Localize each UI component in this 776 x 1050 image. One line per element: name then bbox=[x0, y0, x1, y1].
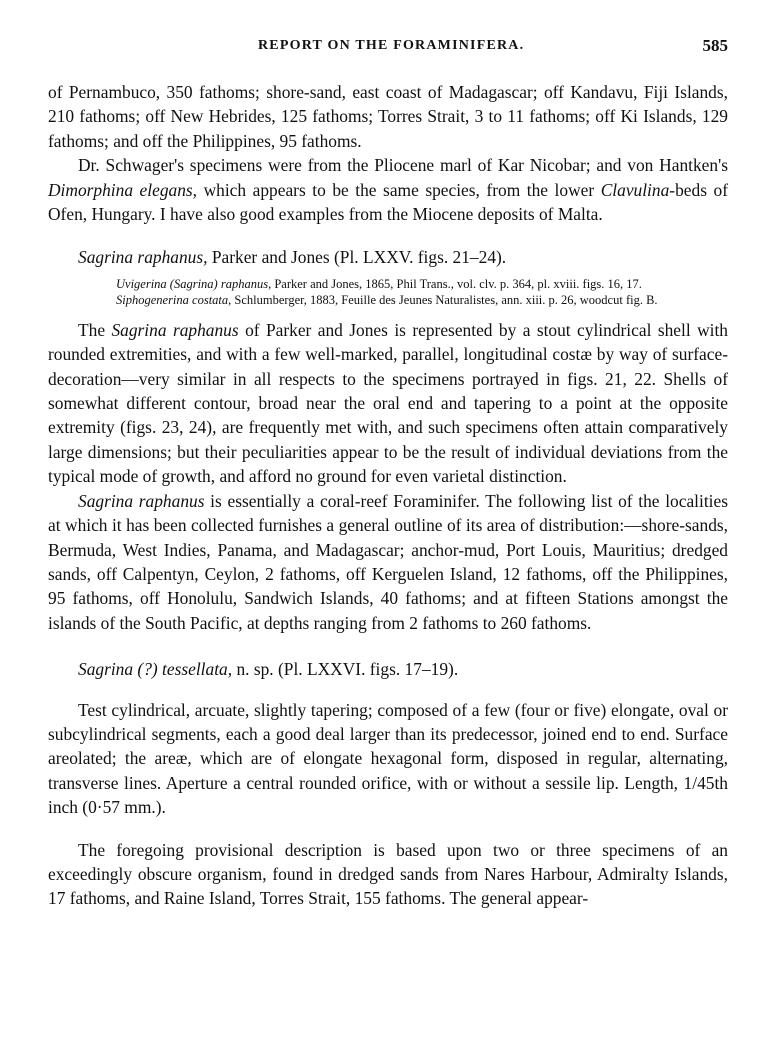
paragraph-text: Test cylindrical, arcuate, slightly tapering; composed of a few (four or five) elongate, oval or subcylindrical segments, each a good deal larger than its predecessor, joined end to end. Surface areolated; the areæ, which are of elongate hexagonal form, disposed in regular, alternating, transverse lines. Aperture a central rounded orifice, with or without a sessile lip. Length, bbox=[48, 699, 728, 793]
paragraph-text: Dr. Schwager's specimens were from the Pliocene marl of Kar Nicobar; and von Hantken's bbox=[78, 155, 728, 176]
species-name: Sagrina raphanus, bbox=[78, 247, 208, 268]
page-number: 585 bbox=[702, 36, 728, 55]
species-name: Sagrina raphanus bbox=[78, 490, 205, 511]
species-name: Dimorphina elegans, bbox=[48, 179, 198, 200]
paragraph-schwager bbox=[48, 153, 728, 226]
synonym-name: Siphogenerina costata, bbox=[116, 292, 232, 307]
paragraph-tessellata-description bbox=[48, 698, 728, 820]
reference-citation: Parker and Jones, 1865, Phil Trans., vol. clv. p. 364, pl. xviii. figs. 16, 17. bbox=[271, 276, 642, 291]
reference-citation: Schlumberger, 1883, Feuille des Jeunes Naturalistes, ann. xiii. p. 26, woodcut fig. B. bbox=[231, 292, 658, 307]
paragraph-text: which appears to be the same species, from the lower bbox=[197, 179, 601, 200]
paragraph-raphanus-distribution bbox=[48, 489, 728, 635]
species-authority: n. sp. (Pl. LXXVI. figs. 17–19). bbox=[232, 659, 459, 680]
species-heading-tessellata bbox=[48, 657, 728, 681]
synonymy-reference bbox=[48, 292, 728, 308]
species-name: Sagrina raphanus bbox=[111, 319, 239, 340]
synonymy-reference bbox=[48, 276, 728, 292]
species-heading-raphanus bbox=[48, 245, 728, 269]
body-text bbox=[48, 80, 728, 911]
synonym-name: Uvigerina (Sagrina) raphanus, bbox=[116, 276, 272, 291]
species-authority: Parker and Jones (Pl. LXXV. figs. 21–24). bbox=[207, 247, 507, 268]
species-name: Sagrina (?) tessellata, bbox=[78, 659, 233, 680]
paragraph-text: The bbox=[78, 319, 112, 340]
paragraph-distribution-continued: of Pernambuco, 350 fathoms; shore-sand, east coast of Madagascar; off Kandavu, Fiji Islands, 210 fathoms; off New Hebrides, 125 fathoms; Torres Strait, 3 to 11 fathoms; off Ki Islands, 129 fathoms; and off the Philippines, 95 fathoms. bbox=[48, 82, 728, 151]
paragraph-text: is essentially a coral-reef Foraminifer. The following list of the localities at which it has been collected furnishes a general outline of its area of distribution:—shore-sands, Bermuda, West Indies, Panama, and Madagascar; anchor-mud, Port Louis, Mauritius; dredged sands, off Calpentyn, Ceylon, 2 fathoms, off Kerguelen Island, 12 fathoms, off the Philippines, 95 fathoms, off Honolulu, Sandwich Islands, 40 fathoms; and at fifteen Stations amongst the islands of the South Pacific, at depths ranging from 2 fathoms to 260 fathoms. bbox=[48, 490, 728, 633]
genus-name: Clavulina bbox=[600, 179, 670, 200]
paragraph-text: -beds of Ofen, Hungary. I have also good examples from the Miocene deposits of Malta. bbox=[48, 179, 728, 225]
page-header bbox=[48, 38, 728, 62]
paragraph-text: th inch (0·57 mm.). bbox=[48, 772, 728, 818]
paragraph-tessellata-discussion: The foregoing provisional description is based upon two or three specimens of an exceedingly obscure organism, found in dredged sands from Nares Harbour, Admiralty Islands, 17 fathoms, and Raine Island, Torres Strait, 155 fathoms. The general appear- bbox=[48, 839, 728, 909]
paragraph-raphanus-description bbox=[48, 318, 728, 489]
running-title: REPORT ON THE FORAMINIFERA. bbox=[258, 38, 525, 53]
paragraph-text: of Parker and Jones is represented by a stout cylindrical shell with rounded extremities, and with a few well-marked, parallel, longitudinal costæ by way of surface-decoration—very similar in all respects to the specimens portrayed in figs. 21, 22. Shells of somewhat different contour, broad near the oral end and tapering to a point at the opposite extremity (figs. 23, 24), are frequently met with, and such specimens often attain comparatively large dimensions; but their peculiarities appear to be the result of individual deviations from the typical mode of growth, and afford no ground for even varietal distinction. bbox=[48, 319, 728, 487]
length-fraction: 1/45 bbox=[683, 772, 715, 793]
